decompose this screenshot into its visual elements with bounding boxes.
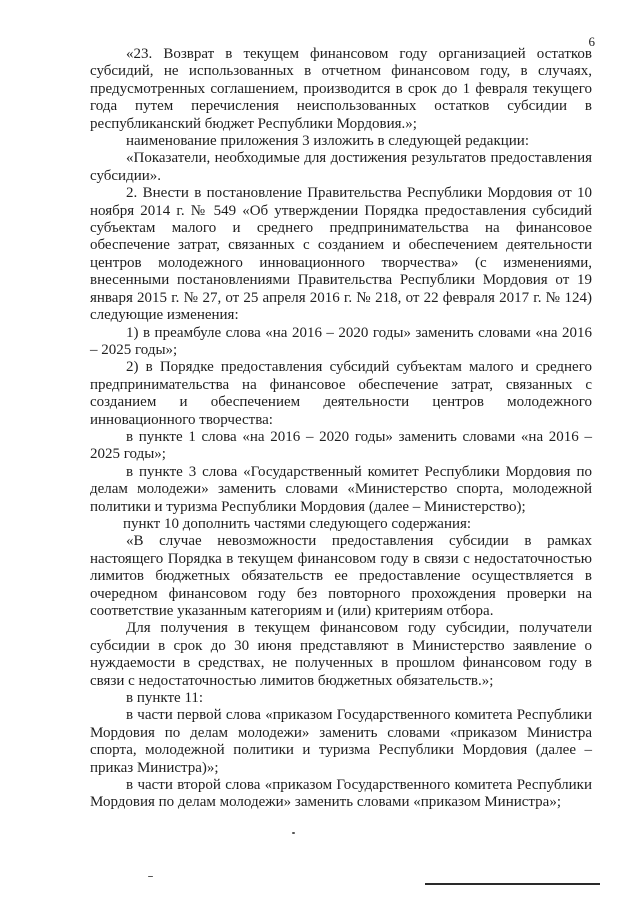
paragraph-point-11: в пункте 11: [126, 690, 204, 707]
paragraph-subitem-2: 2) в Порядке предоставления субсидий субъектам малого и среднего предпринимательства на финансовое обеспечение затрат, связанных с созданием и обеспечением деятельности центров молодежного инновационного творчества: [90, 359, 592, 428]
paragraph-point-3: в пункте 3 слова «Государственный комитет Республики Мордовия по делам молодежи» заменить словами «Министерство спорта, молодежной политики и туризма Республики Мордовия (далее – Министерство); [90, 463, 592, 515]
paragraph-indicators: «Показатели, необходимые для достижения результатов предоставления субсидии». [90, 150, 592, 184]
paragraph-part-one: в части первой слова «приказом Государственного комитета Республики Мордовия по делам молодежи» заменить словами «приказом Министра спорта, молодежной политики и туризма Республики Мордовия (далее – приказ Министра)»; [90, 707, 592, 776]
scan-speck [148, 876, 153, 877]
footer-rule [425, 883, 600, 885]
document-body [90, 46, 592, 812]
page-number: 6 [588, 34, 595, 49]
paragraph-insufficient-limits: «В случае невозможности предоставления субсидии в рамках настоящего Порядка в текущем финансовом году в связи с недостаточностью лимитов бюджетных обязательств ее предоставление осуществляется в очередном финансовом году без повторного прохождения проверки на соответствие указанным категориям и (или) критериям отбора. [90, 533, 592, 619]
scan-speck [292, 832, 295, 834]
paragraph-application-deadline: Для получения в текущем финансовом году субсидии, получатели субсидии в срок до 30 июня представляют в Министерство заявление о нуждаемости в средствах, не полученных в прошлом финансовом году в связи с недостаточностью лимитов бюджетных обязательств.»; [90, 620, 592, 689]
paragraph-subitem-1: 1) в преамбуле слова «на 2016 – 2020 годы» заменить словами «на 2016 – 2025 годы»; [90, 324, 592, 358]
paragraph-appendix-3-title: наименование приложения 3 изложить в следующей редакции: [126, 133, 529, 150]
paragraph-point-10: пункт 10 дополнить частями следующего содержания: [123, 515, 472, 532]
paragraph-item-2: 2. Внести в постановление Правительства Республики Мордовия от 10 ноября 2014 г. № 549 «Об утверждении Порядка предоставления субсидий субъектам малого и среднего предпринимательства на финансовое обеспечение затрат, связанных с созданием и обеспечением деятельности центров молодежного инновационного творчества» (с изменениями, внесенными постановлениями Правительства Республики Мордовия от 19 января 2015 г. № 27, от 25 апреля 2016 г. № 218, от 22 февраля 2017 г. № 124) следующие изменения: [90, 185, 592, 324]
paragraph-point-1: в пункте 1 слова «на 2016 – 2020 годы» заменить словами «на 2016 – 2025 годы»; [90, 428, 592, 463]
paragraph-part-two: в части второй слова «приказом Государственного комитета Республики Мордовия по делам молодежи» заменить словами «приказом Министра»; [90, 777, 592, 811]
paragraph-clause-23: «23. Возврат в текущем финансовом году организацией остатков субсидий, не использованных в отчетном финансовом году, в случаях, предусмотренных соглашением, производится в срок до 1 февраля текущего года путем перечисления неиспользованных остатков субсидии в республиканский бюджет Республики Мордовия.»; [90, 46, 592, 132]
